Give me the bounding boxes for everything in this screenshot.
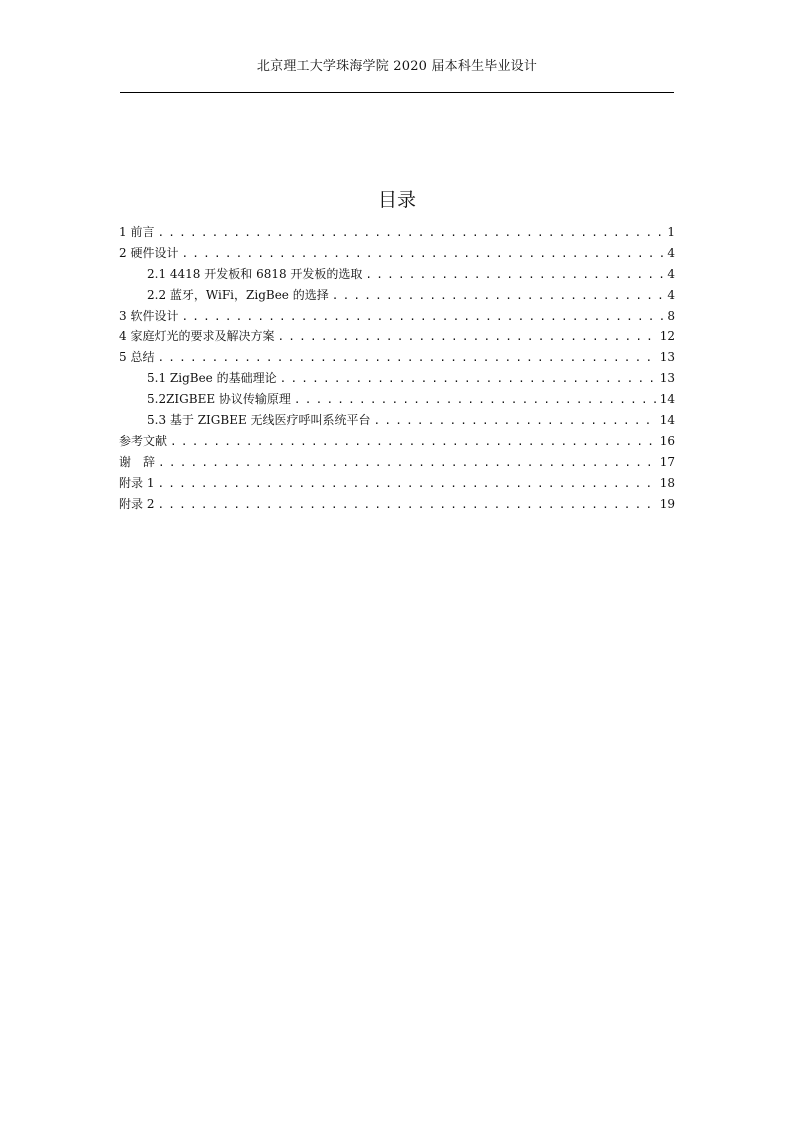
toc-entry-page: 4 (667, 245, 675, 260)
header-divider (120, 92, 674, 93)
toc-title: 目录 (377, 189, 416, 211)
toc-leader-dots (170, 432, 657, 453)
toc-entry[interactable] (119, 431, 675, 452)
toc-leader-dots (277, 327, 656, 348)
toc-entry-label: 2.2 蓝牙，WiFi，ZigBee 的选择 (147, 287, 329, 302)
toc-entry[interactable] (119, 452, 675, 473)
toc-entry-page: 19 (659, 496, 675, 511)
toc-entry-label: 附录 2 (119, 496, 155, 511)
toc-subentry[interactable] (119, 389, 675, 410)
toc-entry-page: 1 (667, 225, 675, 239)
toc-leader-dots (157, 495, 656, 516)
toc-subentry[interactable] (119, 410, 675, 431)
toc-entry-label: 4 家庭灯光的要求及解决方案 (119, 329, 275, 344)
toc-entry[interactable] (119, 306, 675, 327)
page-header: 北京理工大学珠海学院 2020 届本科生毕业设计 (256, 59, 538, 74)
toc-subentry[interactable] (119, 285, 675, 306)
toc-entry-page: 13 (659, 371, 675, 386)
toc-entry-label: 参考文献 (119, 433, 168, 448)
toc-entry[interactable] (119, 326, 675, 347)
toc-leader-dots (374, 411, 657, 432)
toc-entry-page: 14 (659, 413, 675, 428)
toc-entry-page: 16 (659, 433, 675, 448)
toc-entry-label: 5 总结 (119, 350, 155, 365)
toc-leader-dots (294, 390, 657, 411)
toc-entry-page: 4 (667, 287, 675, 302)
toc-entry-label: 附录 1 (119, 475, 155, 490)
toc-entry[interactable] (119, 347, 675, 368)
toc-entry-label: 3 软件设计 (119, 308, 179, 323)
toc-entry-page: 17 (659, 454, 675, 469)
toc-entry-label: 谢 辞 (119, 454, 156, 469)
toc-leader-dots (157, 223, 664, 244)
toc-entry[interactable] (119, 222, 675, 243)
toc-entry-page: 12 (659, 329, 675, 344)
toc-leader-dots (181, 307, 664, 328)
toc-entry-label: 5.3 基于 ZIGBEE 无线医疗呼叫系统平台 (147, 413, 371, 428)
toc-leader-dots (181, 244, 664, 265)
toc-entry[interactable] (119, 243, 675, 264)
toc-entry-label: 5.2ZIGBEE 协议传输原理 (147, 392, 291, 407)
toc-subentry[interactable] (119, 368, 675, 389)
toc-subentry[interactable] (119, 264, 675, 285)
toc-entry-label: 1 前言 (119, 225, 155, 239)
toc-leader-dots (157, 474, 656, 495)
toc-entry-page: 8 (667, 308, 675, 323)
toc-leader-dots (280, 369, 657, 390)
toc-entry-label: 2 硬件设计 (119, 245, 179, 260)
toc-entry[interactable] (119, 494, 675, 515)
table-of-contents (119, 222, 675, 514)
toc-entry[interactable] (119, 473, 675, 494)
toc-entry-page: 14 (659, 392, 675, 407)
toc-leader-dots (365, 265, 664, 286)
toc-entry-page: 13 (659, 350, 675, 365)
toc-leader-dots (332, 286, 665, 307)
toc-entry-page: 4 (667, 266, 675, 281)
toc-leader-dots (158, 453, 657, 474)
toc-entry-label: 2.1 4418 开发板和 6818 开发板的选取 (147, 266, 363, 281)
toc-entry-label: 5.1 ZigBee 的基础理论 (147, 371, 277, 386)
toc-entry-page: 18 (659, 475, 675, 490)
toc-leader-dots (157, 348, 656, 369)
